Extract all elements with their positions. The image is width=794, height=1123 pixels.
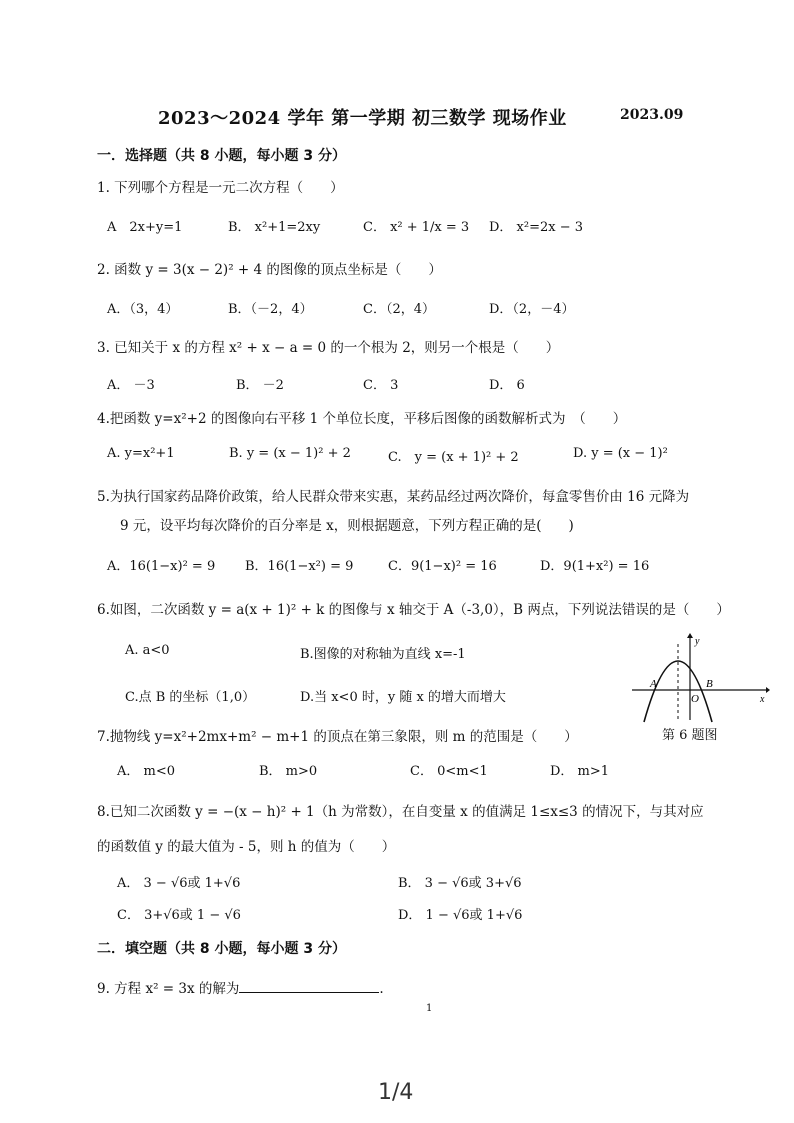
question-8-option-d: D． 1 − √6或 1+√6 [398,908,523,923]
figure-x-arrow-icon [766,687,770,693]
question-7-option-a: A． m<0 [117,764,176,779]
question-5-option-c: C．9(1−x)² = 16 [388,559,497,574]
question-3-option-a: A． －3 [107,378,155,393]
question-1-option-d: D． x²=2x − 3 [489,220,584,235]
question-6-option-c: C.点 B 的坐标（1,0） [125,690,256,705]
question-2-stem: 2. 函数 y = 3(x − 2)² + 4 的图像的顶点坐标是（ ） [97,262,442,278]
question-1-option-c: C． x² + 1/x = 3 [363,220,470,235]
question-4-option-b: B. y = (x − 1)² + 2 [229,446,351,461]
question-2-option-a: A．（3，4） [107,302,179,317]
question-2-option-d: D．（2，－4） [489,302,575,317]
figure-label-a: A [650,678,657,690]
figure-y-arrow-icon [687,633,693,638]
question-4-option-c: C. y = (x + 1)² + 2 [388,450,519,465]
question-4-option-a: A. y=x²+1 [107,446,175,461]
question-8-stem-line-1: 8.已知二次函数 y = −(x − h)² + 1（h 为常数），在自变量 x 的值满足 1≤x≤3 的情况下，与其对应 [97,804,704,820]
figure-label-o: O [691,693,699,705]
question-6-option-a: A. a<0 [125,643,170,658]
question-6-option-d: D.当 x<0 时，y 随 x 的增大而增大 [300,690,506,705]
question-8-stem-line-2: 的函数值 y 的最大值为 - 5，则 h 的值为（ ） [97,839,396,855]
question-1-option-a: A 2x+y=1 [107,220,183,235]
question-5-option-d: D．9(1+x²) = 16 [540,559,650,574]
question-7-option-c: C． 0<m<1 [410,764,488,779]
question-6-stem: 6.如图，二次函数 y = a(x + 1)² + k 的图像与 x 轴交于 A（-3,0），B 两点，下列说法错误的是（ ） [97,602,730,618]
section-heading-fill: 二．填空题（共 8 小题，每小题 3 分） [97,941,346,957]
question-5-option-b: B．16(1−x²) = 9 [245,559,354,574]
question-9-text: 9. 方程 x² = 3x 的解为 [97,981,240,997]
question-9-end: . [379,981,384,997]
question-7-option-b: B． m>0 [259,764,318,779]
question-6-parabola-figure [630,632,770,722]
page-indicator: 1/4 [378,1080,414,1105]
small-page-number: 1 [426,1003,433,1014]
question-8-option-c: C． 3+√6或 1 − √6 [117,908,241,923]
figure-label-y: y [695,636,700,647]
question-4-stem: 4.把函数 y=x²+2 的图像向右平移 1 个单位长度，平移后图像的函数解析式为 （ ） [97,411,627,427]
question-2-option-c: C．（2，4） [363,302,435,317]
question-3-option-b: B． －2 [236,378,284,393]
question-5-option-a: A．16(1−x)² = 9 [107,559,216,574]
question-1-option-b: B． x²+1=2xy [228,220,321,235]
figure-label-x: x [760,694,765,705]
question-9-answer-blank[interactable] [239,978,379,993]
question-3-option-d: D． 6 [489,378,525,393]
question-9-stem [97,977,384,997]
question-6-figure-caption: 第 6 题图 [662,728,718,743]
question-7-stem: 7.抛物线 y=x²+2mx+m² − m+1 的顶点在第三象限，则 m 的范围是（ ） [97,729,578,745]
figure-label-b: B [706,678,713,690]
question-2-option-b: B．（－2，4） [228,302,313,317]
page-date: 2023.09 [620,107,684,123]
question-7-option-d: D． m>1 [550,764,610,779]
question-3-option-c: C． 3 [363,378,399,393]
question-5-stem-line-1: 5.为执行国家药品降价政策，给人民群众带来实惠，某药品经过两次降价，每盒零售价由 16 元降为 [97,489,690,505]
question-8-option-a: A． 3 − √6或 1+√6 [117,876,241,891]
question-4-option-d: D. y = (x − 1)² [573,446,668,461]
page-title: 2023～2024 学年 第一学期 初三数学 现场作业 [158,108,567,129]
section-heading-choice: 一．选择题（共 8 小题，每小题 3 分） [97,148,346,164]
question-6-option-b: B.图像的对称轴为直线 x=-1 [300,647,466,662]
question-8-option-b: B． 3 − √6或 3+√6 [398,876,522,891]
question-5-stem-line-2: 9 元，设平均每次降价的百分率是 x，则根据题意，下列方程正确的是( ) [120,518,574,534]
question-1-stem: 1. 下列哪个方程是一元二次方程（ ） [97,180,344,196]
question-3-stem: 3. 已知关于 x 的方程 x² + x − a = 0 的一个根为 2，则另一个根是（ ） [97,340,560,356]
